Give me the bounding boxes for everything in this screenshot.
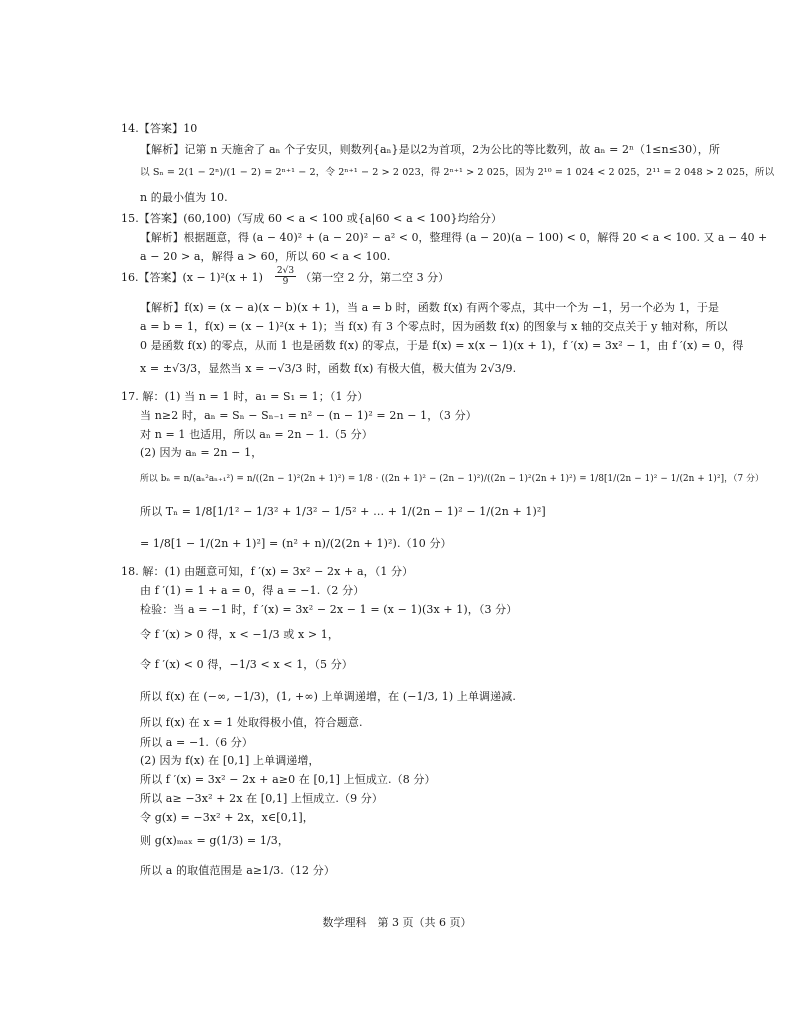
- q16-analysis-line3: 0 是函数 f(x) 的零点，从而 1 也是函数 f(x) 的零点，于是 f(x) = x(x − 1)(x + 1)，f ′(x) = 3x² − 1，由 f ′(x) = 0，得: [140, 339, 744, 352]
- q16-frac-numerator: 2√3: [276, 266, 295, 276]
- q17-part2-line1: (2) 因为 aₙ = 2n − 1，: [140, 446, 263, 459]
- q18-part1-line7: 所以 f(x) 在 x = 1 处取得极小值，符合题意.: [140, 716, 363, 729]
- q17-part1-line3: 对 n = 1 也适用，所以 aₙ = 2n − 1.（5 分）: [140, 428, 373, 441]
- q18-part1-line3: 检验：当 a = −1 时，f ′(x) = 3x² − 2x − 1 = (x − 1)(3x + 1)，（3 分）: [140, 603, 518, 616]
- q18-part1-line4: 令 f ′(x) > 0 得，x < −1/3 或 x > 1，: [140, 628, 339, 641]
- q14-analysis-line1: 【解析】记第 n 天施舍了 aₙ 个子安贝，则数列{aₙ}是以2为首项，2为公比的等比数列，故 aₙ = 2ⁿ（1≤n≤30），所: [140, 143, 720, 156]
- q18-part2-line4: 令 g(x) = −3x² + 2x，x∈[0,1]，: [140, 811, 314, 824]
- q18-part2-line5: 则 g(x)ₘₐₓ = g(1/3) = 1/3，: [140, 834, 289, 847]
- page-footer: 数学理科 第 3 页（共 6 页）: [322, 916, 472, 929]
- q15-analysis-line2: a − 20 > a，解得 a > 60，所以 60 < a < 100.: [140, 250, 391, 263]
- q18-part1-line2: 由 f ′(1) = 1 + a = 0，得 a = −1.（2 分）: [140, 584, 365, 597]
- q18-part1-line6: 所以 f(x) 在 (−∞, −1/3)，(1, +∞) 上单调递增，在 (−1/3, 1) 上单调递减.: [140, 690, 516, 703]
- q18-part2-line6: 所以 a 的取值范围是 a≥1/3.（12 分）: [140, 864, 335, 877]
- q18-part2-line2: 所以 f ′(x) = 3x² − 2x + a≥0 在 [0,1] 上恒成立.（8 分）: [140, 773, 436, 786]
- q15-analysis-line1: 【解析】根据题意，得 (a − 40)² + (a − 20)² − a² < 0，整理得 (a − 20)(a − 100) < 0，解得 20 < a < 100. 又 a − 40 +: [140, 231, 768, 244]
- q14-answer: 14.【答案】10: [121, 122, 198, 135]
- q17-part2-tn: 所以 Tₙ = 1/8[1/1² − 1/3² + 1/3² − 1/5² + … + 1/(2n − 1)² − 1/(2n + 1)²]: [140, 505, 546, 518]
- q16-analysis-line4: x = ±√3/3，显然当 x = −√3/3 时，函数 f(x) 有极大值，极大值为 2√3/9.: [140, 362, 517, 375]
- q14-analysis-line2: 以 Sₙ = 2(1 − 2ⁿ)/(1 − 2) = 2ⁿ⁺¹ − 2，令 2ⁿ⁺¹ − 2 > 2 023，得 2ⁿ⁺¹ > 2 025，因为 2¹⁰ = 1 024 < 2 025，2¹¹ = 2 048 > 2 025，所以: [140, 167, 775, 178]
- q18-part1-line1: 18. 解：(1) 由题意可知，f ′(x) = 3x² − 2x + a，（1 分）: [121, 565, 414, 578]
- q16-analysis-line2: a = b = 1，f(x) = (x − 1)²(x + 1)；当 f(x) 有 3 个零点时，因为函数 f(x) 的图象与 x 轴的交点关于 y 轴对称，所以: [140, 320, 728, 333]
- q16-answer-second-blank: [275, 266, 296, 287]
- q17-part2-result: = 1/8[1 − 1/(2n + 1)²] = (n² + n)/(2(2n + 1)²).（10 分）: [140, 537, 452, 550]
- q18-part2-line1: (2) 因为 f(x) 在 [0,1] 上单调递增，: [140, 754, 320, 767]
- q16-analysis-line1: 【解析】f(x) = (x − a)(x − b)(x + 1)，当 a = b 时，函数 f(x) 有两个零点，其中一个为 −1，另一个必为 1，于是: [140, 301, 720, 314]
- q17-part1-line1: 17. 解：(1) 当 n = 1 时，a₁ = S₁ = 1；（1 分）: [121, 390, 369, 403]
- q17-part1-line2: 当 n≥2 时，aₙ = Sₙ − Sₙ₋₁ = n² − (n − 1)² = 2n − 1，（3 分）: [140, 409, 477, 422]
- q16-frac-denominator: 9: [282, 277, 289, 287]
- q18-part1-line8: 所以 a = −1.（6 分）: [140, 736, 253, 749]
- q18-part2-line3: 所以 a≥ −3x² + 2x 在 [0,1] 上恒成立.（9 分）: [140, 792, 383, 805]
- q14-analysis-line3: n 的最小值为 10.: [140, 191, 228, 204]
- q15-answer: 15.【答案】(60,100)（写成 60 < a < 100 或{a|60 < a < 100}均给分）: [121, 212, 503, 225]
- q17-part2-bn: 所以 bₙ = n/(aₙ²aₙ₊₁²) = n/((2n − 1)²(2n + 1)²) = 1/8 · ((2n + 1)² − (2n − 1)²)/((2n − 1)²(2n + 1)²) = 1/8[1/(2n − 1)² − 1/(2n + 1)²]，（7 分）: [140, 474, 764, 484]
- q16-answer-first-blank: 16.【答案】(x − 1)²(x + 1): [121, 270, 263, 284]
- q18-part1-line5: 令 f ′(x) < 0 得，−1/3 < x < 1，（5 分）: [140, 658, 353, 671]
- q16-answer: [121, 266, 449, 287]
- q16-score-note: （第一空 2 分，第二空 3 分）: [300, 270, 450, 284]
